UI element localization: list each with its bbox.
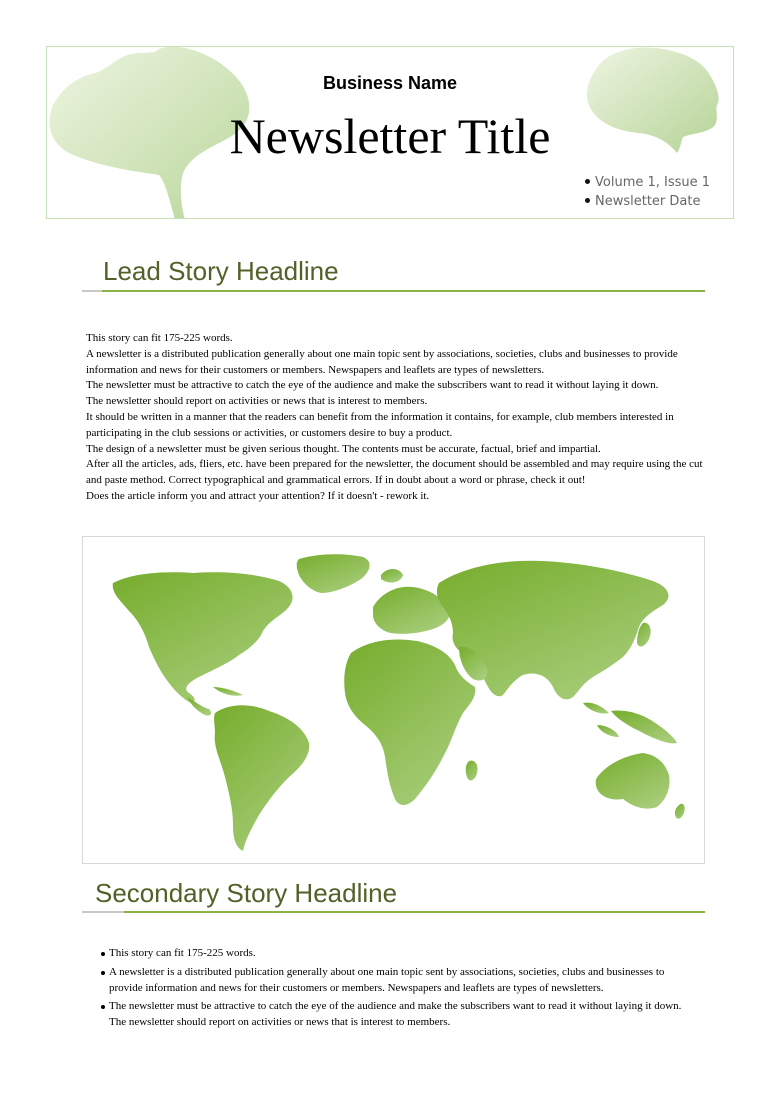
lead-paragraph: After all the articles, ads, fliers, etc. have been prepared for the newsletter, the document should be assembled and may require using the cut and paste method. Correct typographical and grammatical errors. If in doubt about a word or phrase, check it out! — [86, 458, 703, 487]
secondary-headline-rule — [82, 911, 705, 913]
issue-number: Volume 1, Issue 1 — [581, 173, 710, 192]
lead-paragraph: It should be written in a manner that the readers can benefit from the information it contains, for example, club members interested in participating in the club sessions or activities, or customers desire to buy a product. — [86, 410, 674, 439]
list-item: A newsletter is a distributed publication generally about one main topic sent by associations, societies, clubs and businesses to provide information and news for their customers or members. Newspapers and leaflets are types of newsletters. — [100, 965, 700, 997]
lead-story-body — [86, 331, 710, 505]
business-name: Business Name — [322, 73, 458, 93]
world-map-figure — [82, 536, 705, 864]
issue-info-list — [581, 173, 710, 211]
lead-paragraph: The newsletter should report on activities or news that is interest to members. — [86, 395, 428, 408]
lead-headline-rule — [82, 290, 705, 292]
newsletter-title: Newsletter Title — [229, 108, 551, 164]
lead-paragraph: This story can fit 175-225 words. — [86, 332, 233, 344]
lead-paragraph: Does the article inform you and attract your attention? If it doesn't - rework it. — [86, 489, 430, 502]
secondary-story-headline: Secondary Story Headline — [95, 878, 398, 908]
lead-paragraph: The newsletter must be attractive to catch the eye of the audience and make the subscribers want to read it without laying it down. — [86, 379, 659, 392]
lead-paragraph: A newsletter is a distributed publication generally about one main topic sent by associations, societies, clubs and businesses to provide information and news for their customers or members. Newspapers and leaflets are types of newsletters. — [86, 347, 678, 376]
masthead — [46, 46, 734, 219]
lead-story-headline: Lead Story Headline — [103, 256, 339, 286]
world-map-icon — [83, 537, 704, 863]
newsletter-date: Newsletter Date — [581, 192, 710, 211]
secondary-story-bullets — [100, 946, 700, 1034]
list-item: This story can fit 175-225 words. — [100, 946, 700, 962]
list-item: The newsletter must be attractive to catch the eye of the audience and make the subscribers want to read it without laying it down. The newsletter should report on activities or news that is interest to members. — [100, 999, 700, 1031]
lead-paragraph: The design of a newsletter must be given serious thought. The contents must be accurate, factual, brief and impartial. — [86, 442, 601, 455]
